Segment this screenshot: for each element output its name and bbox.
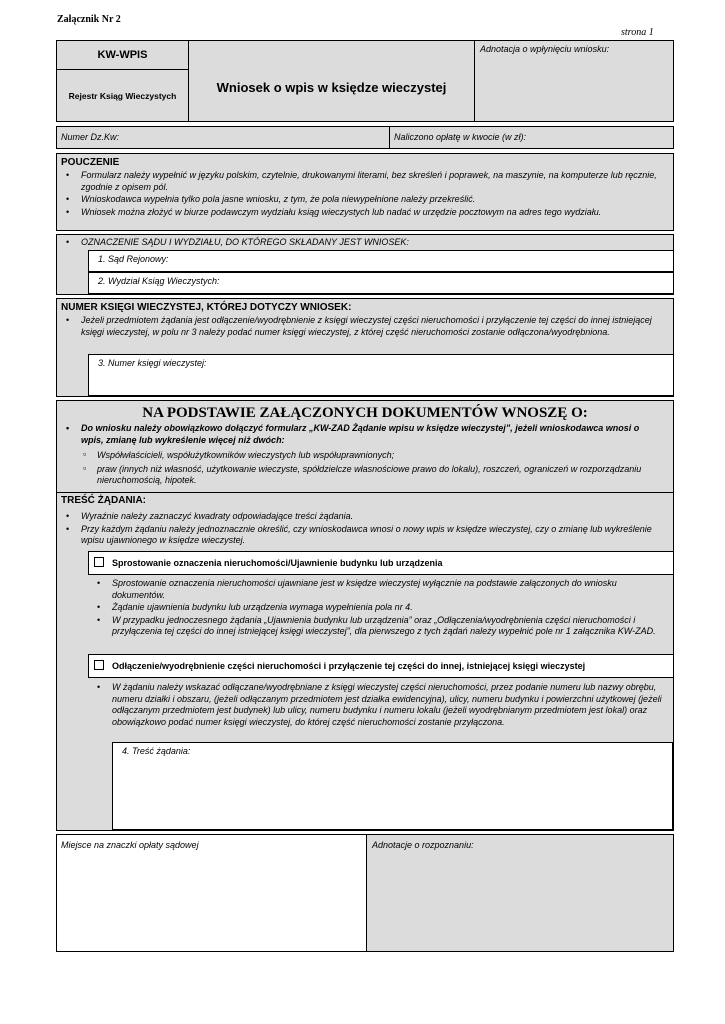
register-name: Rejestr Ksiąg Wieczystych [68,91,177,101]
content-list [57,511,667,548]
court-department-label: 2. Wydział Ksiąg Wieczystych: [98,276,220,286]
numbers-divider [389,127,390,148]
instruction-list [57,170,673,218]
option1-note: • Sprostowanie oznaczenia nieruchomości ujawniane jest w księdze wieczystej wyłącznie na podstawie załączonych do wniosku dokumentów. [88,578,668,601]
request-heading: NA PODSTAWIE ZAŁĄCZONYCH DOKUMENTÓW WNOSZĘ O: [142,405,588,421]
receipt-annotation-label: Adnotacja o wpłynięciu wniosku: [480,44,610,54]
dz-kw-label: Numer Dz.Kw: [61,132,120,142]
request-content-field[interactable] [112,742,673,830]
register-cell [57,70,189,121]
instruction-item: • Wnioskodawca wypełnia tylko pola jasne wniosku, z tym, że pola niewypełnione należy przekreślić. [57,194,663,206]
attachment-label: Załącznik Nr 2 [57,14,121,25]
form-title: Wniosek o wpis w księdze wieczystej [216,80,447,95]
kw-wpis-code: KW-WPIS [97,49,148,61]
stamps-label: Miejsce na znaczki opłaty sądowej [61,840,199,850]
kw-number-note: • Jeżeli przedmiotem żądania jest odłączenie/wyodrębnienie z księgi wieczystej części nieruchomości i przyłączenie tej części do innej istniejącej księgi wieczystej, w polu nr 3 należy podać numer księgi wieczystej, z której część nieruchomości zostanie odłączona/wyodrębniona. [57,315,663,338]
option1-checkbox[interactable] [94,557,104,567]
instruction-section [56,153,674,231]
request-section [56,400,674,831]
instruction-item: • Wniosek można złożyć w biurze podawczym wydziału ksiąg wieczystych lub nadać w urzędzie pocztowym na adres tego wydziału. [57,207,663,219]
court-name-label: 1. Sąd Rejonowy: [98,254,169,264]
fee-label: Naliczono opłatę w kwocie (w zł): [394,132,527,142]
kw-number-field[interactable] [88,354,674,396]
kw-number-note-list [57,315,673,338]
bottom-section [56,834,674,952]
court-section [56,234,674,295]
content-divider [57,492,673,493]
content-item: • Przy każdym żądaniu należy jednoznacznie określić, czy wnioskodawca wnosi o nowy wpis w księdze wieczystej, czy o zmianę lub wykreślenie wpisu ujawnionego w księdze wieczystej. [57,524,667,547]
kw-wpis-cell [57,41,189,70]
request-note: • Do wniosku należy obowiązkowo dołączyć formularz „KW-ZAD Żądanie wpisu w księdze wieczystej”, jeżeli wnioskodawca wnosi o wpis, zmianę lub wykreślenie więcej niż dwóch: [57,423,659,446]
court-heading: • OZNACZENIE SĄDU I WYDZIAŁU, DO KTÓREGO SKŁADANY JEST WNIOSEK: [57,237,673,249]
option2-checkbox[interactable] [94,660,104,670]
option2-row[interactable] [88,654,673,678]
instruction-item: • Formularz należy wypełnić w języku polskim, czytelnie, drukowanymi literami, bez skreśleń i poprawek, na maszynie, na komputerze lub ręcznie, zgodnie z opisem pól. [57,170,663,193]
option1-notes [88,578,668,639]
kw-number-label: 3. Numer księgi wieczystej: [98,358,207,368]
receipt-annotation-cell [475,41,673,121]
court-name-field[interactable] [88,250,674,272]
page-number: strona 1 [621,27,654,38]
request-sub-item: ▫ Współwłaścicieli, współużytkowników wieczystych lub współuprawnionych; [57,450,659,462]
title-cell [189,41,475,121]
request-sub-list [57,450,673,487]
court-department-field[interactable] [88,272,674,294]
content-heading: TREŚĆ ŻĄDANIA: [61,495,146,506]
acknowledgement-label: Adnotacje o rozpoznaniu: [372,840,474,850]
option1-row[interactable] [88,551,673,575]
option1-note: • Żądanie ujawnienia budynku lub urządzenia wymaga wypełnienia pola nr 4. [88,602,668,614]
kw-number-section [56,298,674,397]
option1-note: • W przypadku jednoczesnego żądania „Ujawnienia budynku lub urządzenia” oraz „Odłączenia/wyodrębnienia części nieruchomości i przyłączenia tej części do innej istniejącej księgi wieczystej”, dla pierwszego z tych żądań należy wypełnić pole nr 1 załącznika KW-ZAD. [88,615,668,638]
option2-label: Odłączenie/wyodrębnienie części nieruchomości i przyłączenie tej części do innej, istniejącej księgi wieczystej [112,661,586,671]
request-note-list [57,423,673,446]
option1-label: Sprostowanie oznaczenia nieruchomości/Ujawnienie budynku lub urządzenia [112,558,443,568]
request-sub-item: ▫ praw (innych niż własność, użytkowanie wieczyste, spółdzielcze własnościowe prawo do lokalu), roszczeń, ograniczeń w rozporządzaniu nieruchomością, hipotek. [57,464,659,487]
stamps-cell [57,835,367,951]
numbers-row [56,126,674,149]
option2-notes [88,682,670,729]
request-content-label: 4. Treść żądania: [122,746,191,756]
court-heading-list [57,235,673,249]
content-item: • Wyraźnie należy zaznaczyć kwadraty odpowiadające treści żądania. [57,511,667,523]
instruction-heading: POUCZENIE [61,157,120,168]
kw-number-heading: NUMER KSIĘGI WIECZYSTEJ, KTÓREJ DOTYCZY WNIOSEK: [61,302,352,313]
option2-note: • W żądaniu należy wskazać odłączane/wyodrębniane z księgi wieczystej części nieruchomości, przez podanie numeru lub nazwy obrębu, numeru działki i obszaru, (jeżeli odłączanym przedmiotem jest działka ewidencyjna), ulicy, numeru budynku i powierzchni użytkowej (jeżeli odłączanym przedmiotem jest budynek) lub ulicy, numeru budynku i numeru lokalu (jeżeli wyodrębnianym przedmiotem jest lokal) oraz obowiązkowo podać numer księgi wieczystej, do której część nieruchomości zostanie przyłączona. [88,682,670,728]
top-header-block [56,40,674,122]
